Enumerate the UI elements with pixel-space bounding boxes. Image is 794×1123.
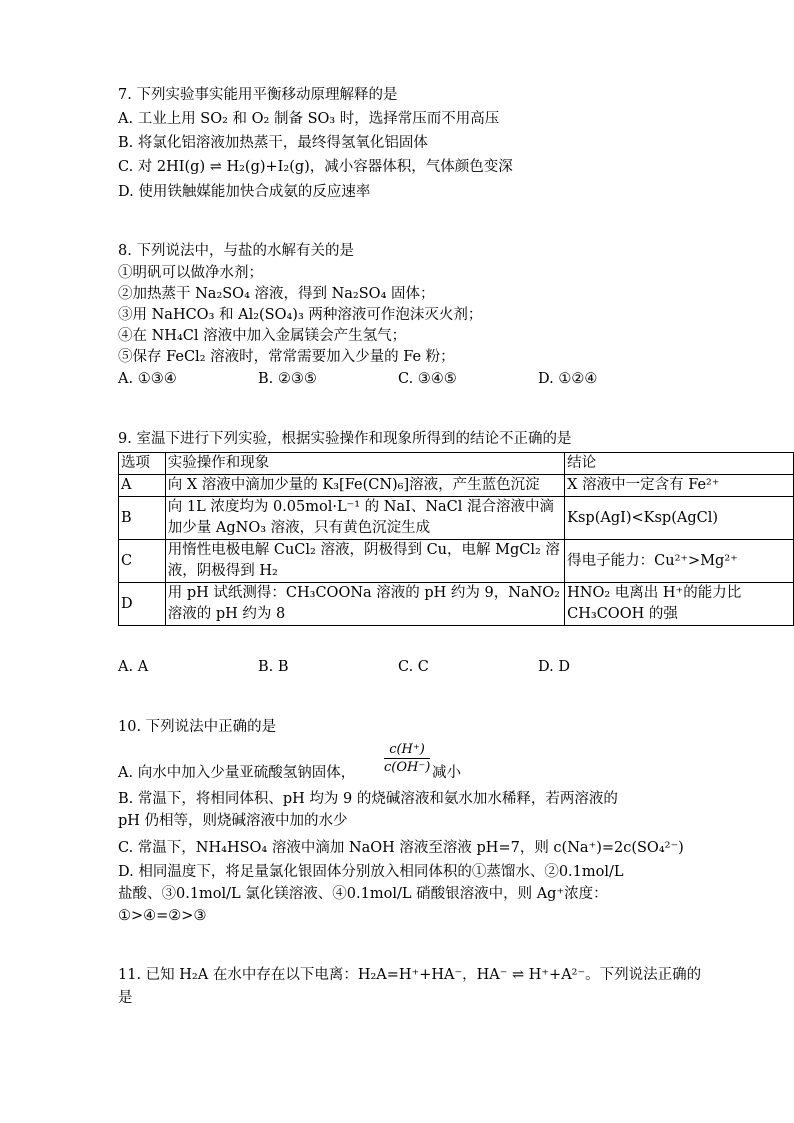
fraction-numerator: c(H⁺) (389, 742, 425, 757)
q8-stem: 8. 下列说法中，与盐的水解有关的是 (118, 243, 354, 259)
q10-option-a-suffix: 减小 (432, 765, 461, 781)
q9-option-b: B. B (258, 659, 289, 675)
table-cell: 向 X 溶液中滴加少量的 K₃[Fe(CN)₆]溶液，产生蓝色沉淀 (165, 475, 564, 497)
q8-item-1: ①明矾可以做净水剂； (118, 265, 263, 281)
table-header-cell: 选项 (119, 453, 166, 475)
table-cell: 用惰性电极电解 CuCl₂ 溶液，阴极得到 Cu，电解 MgCl₂ 溶液，阴极得到 H₂ (165, 540, 564, 583)
q7-option-d: D. 使用铁触媒能加快合成氨的反应速率 (118, 184, 371, 200)
q8-item-5: ⑤保存 FeCl₂ 溶液时，常常需要加入少量的 Fe 粉； (118, 349, 455, 365)
table-header-cell: 结论 (565, 453, 794, 475)
q10-option-d-line3: ①>④=②>③ (118, 908, 207, 924)
q8-option-b: B. ②③⑤ (258, 371, 317, 387)
q11-stem-line1: 11. 已知 H₂A 在水中存在以下电离：H₂A=H⁺+HA⁻，HA⁻ ⇌ H⁺+A²⁻。下列说法正确的 (118, 967, 702, 983)
table-cell: D (119, 583, 166, 626)
table-cell: A (119, 475, 166, 497)
table-cell: 向 1L 浓度均为 0.05mol·L⁻¹ 的 NaI、NaCl 混合溶液中滴加少量 AgNO₃ 溶液，只有黄色沉淀生成 (165, 497, 564, 540)
q10-option-a-prefix: A. 向水中加入少量亚硫酸氢钠固体， (118, 765, 356, 781)
q9-option-c: C. C (398, 659, 429, 675)
table-cell: X 溶液中一定含有 Fe²⁺ (565, 475, 794, 497)
table-row (119, 497, 794, 540)
q10-option-b-line2: pH 仍相等，则烧碱溶液中加的水少 (118, 813, 348, 829)
q8-option-c: C. ③④⑤ (398, 371, 457, 387)
q7-option-b: B. 将氯化铝溶液加热蒸干，最终得氢氧化铝固体 (118, 135, 428, 151)
table-cell: B (119, 497, 166, 540)
q11-stem-line2: 是 (118, 990, 133, 1006)
table-row (119, 475, 794, 497)
table-header-row (119, 453, 794, 475)
q8-item-3: ③用 NaHCO₃ 和 Al₂(SO₄)₃ 两种溶液可作泡沫灭火剂； (118, 307, 483, 323)
q8-option-d: D. ①②④ (538, 371, 598, 387)
q8-item-2: ②加热蒸干 Na₂SO₄ 溶液，得到 Na₂SO₄ 固体； (118, 286, 435, 302)
fraction-bar (384, 758, 430, 759)
q8-option-a: A. ①③④ (118, 371, 177, 387)
table-row (119, 583, 794, 626)
q10-option-c: C. 常温下，NH₄HSO₄ 溶液中滴加 NaOH 溶液至溶液 pH=7，则 c(Na⁺)=2c(SO₄²⁻) (118, 840, 684, 856)
q10-option-d-line2: 盐酸、③0.1mol/L 氯化镁溶液、④0.1mol/L 硝酸银溶液中，则 Ag⁺浓度： (118, 886, 608, 902)
q10-stem: 10. 下列说法中正确的是 (118, 719, 277, 735)
q7-option-c: C. 对 2HI(g) ⇌ H₂(g)+I₂(g)，减小容器体积，气体颜色变深 (118, 159, 513, 175)
table-cell: 用 pH 试纸测得：CH₃COONa 溶液的 pH 约为 9，NaNO₂ 溶液的 pH 约为 8 (165, 583, 564, 626)
q9-option-a: A. A (118, 659, 149, 675)
table-cell: 得电子能力：Cu²⁺>Mg²⁺ (565, 540, 794, 583)
q9-table (118, 452, 794, 626)
q9-stem: 9. 室温下进行下列实验，根据实验操作和现象所得到的结论不正确的是 (118, 431, 572, 447)
q7-stem: 7. 下列实验事实能用平衡移动原理解释的是 (118, 87, 398, 103)
q9-option-d: D. D (538, 659, 570, 675)
q10-fraction (384, 742, 430, 775)
table-row (119, 540, 794, 583)
table-header-cell: 实验操作和现象 (165, 453, 564, 475)
q7-option-a: A. 工业上用 SO₂ 和 O₂ 制备 SO₃ 时，选择常压而不用高压 (118, 111, 500, 127)
q8-item-4: ④在 NH₄Cl 溶液中加入金属镁会产生氢气； (118, 328, 407, 344)
table-cell: HNO₂ 电离出 H⁺的能力比 CH₃COOH 的强 (565, 583, 794, 626)
table-cell: Ksp(AgI)<Ksp(AgCl) (565, 497, 794, 540)
q10-option-b-line1: B. 常温下，将相同体积、pH 均为 9 的烧碱溶液和氨水加水稀释，若两溶液的 (118, 791, 618, 807)
q10-option-d-line1: D. 相同温度下，将足量氯化银固体分别放入相同体积的①蒸馏水、②0.1mol/L (118, 864, 624, 880)
fraction-denominator: c(OH⁻) (384, 760, 431, 775)
table-cell: C (119, 540, 166, 583)
